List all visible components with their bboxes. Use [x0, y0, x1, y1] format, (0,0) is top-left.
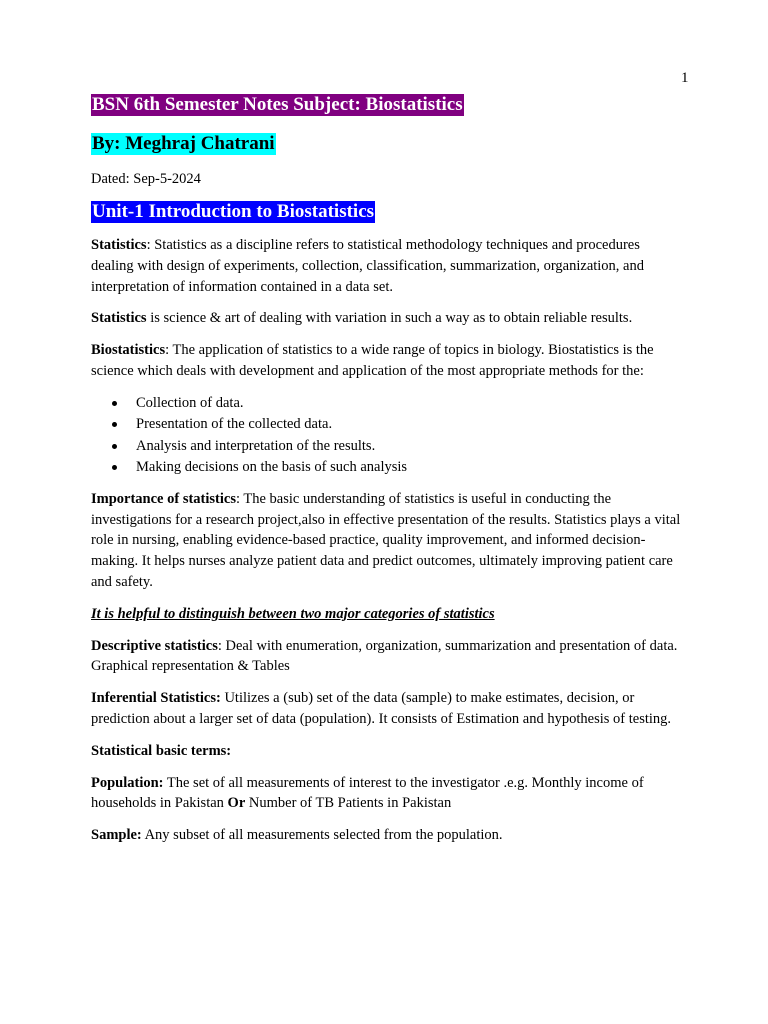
descriptive-paragraph: [91, 636, 686, 678]
inferential-paragraph: [91, 688, 686, 730]
statistics-term: Statistics: [91, 237, 147, 253]
statistics-term-2: Statistics: [91, 310, 147, 327]
page-number: 1: [681, 70, 689, 86]
biostatistics-definition: [91, 340, 686, 382]
date-line: Dated: Sep-5-2024: [91, 171, 201, 187]
inferential-text: Utilizes a (sub) set of the data (sample) to make estimates, decision, or prediction about a larger set of data (population). It consists of Estimation and hypothesis of testing.: [91, 690, 672, 727]
descriptive-text: : Deal with enumeration, organization, summarization and presentation of data. Graphical representation & Tables: [91, 637, 678, 675]
sample-text: Any subset of all measurements selected from the population.: [141, 827, 503, 844]
list-item: Presentation of the collected data.: [136, 414, 686, 436]
descriptive-term: Descriptive statistics: [91, 637, 218, 654]
list-item: Making decisions on the basis of such analysis: [136, 457, 686, 479]
categories-heading: It is helpful to distinguish between two major categories of statistics: [91, 605, 495, 622]
biostatistics-text: : The application of statistics to a wide range of topics in biology. Biostatistics is the science which deals with development and application of the most appropriate methods for the:: [91, 342, 654, 379]
population-text-2: Number of TB Patients in Pakistan: [245, 795, 452, 812]
title-row: [91, 94, 686, 116]
biostatistics-term: Biostatistics: [91, 342, 166, 359]
population-or: Or: [227, 795, 246, 812]
statistics-definition: [91, 235, 686, 297]
sample-paragraph: [91, 825, 686, 846]
statistics-text-2: is science & art of dealing with variation in such a way as to obtain reliable results.: [146, 310, 633, 327]
author-row: [91, 133, 686, 155]
population-text-1: The set of all measurements of interest to the investigator .e.g. Monthly income of households in Pakistan: [91, 774, 644, 812]
document-body: [91, 94, 686, 846]
importance-text: : The basic understanding of statistics is useful in conducting the investigations for a research project,also in effective presentation of the results. Statistics plays a vital role in nursing, enabling evidence-based practice, quality improvement, and informed decision-making. It helps nurses analyze patient data and predict outcomes, ultimately improving patient care and safety.: [91, 490, 681, 590]
basic-terms-heading: [91, 741, 686, 762]
importance-paragraph: [91, 489, 686, 593]
inferential-term: Inferential Statistics:: [91, 690, 221, 707]
unit-row: [91, 201, 686, 223]
unit-heading: Unit-1 Introduction to Biostatistics: [92, 201, 375, 222]
list-item: Collection of data.: [136, 393, 686, 415]
methods-list: [91, 393, 686, 479]
basic-terms-label: Statistical basic terms:: [91, 742, 232, 759]
importance-term: Importance of statistics: [91, 490, 236, 507]
statistics-definition-2: [91, 308, 686, 329]
statistics-text: : Statistics as a discipline refers to statistical methodology techniques and procedures dealing with design of experiments, collection, classification, summarization, organization, and interpretation of information contained in a data set.: [91, 237, 644, 295]
list-item: Analysis and interpretation of the results.: [136, 436, 686, 458]
population-paragraph: [91, 773, 686, 815]
author-heading: By: Meghraj Chatrani: [92, 133, 275, 154]
document-title: BSN 6th Semester Notes Subject: Biostatistics: [92, 94, 463, 115]
population-term: Population:: [91, 774, 164, 791]
sample-term: Sample:: [91, 827, 142, 844]
